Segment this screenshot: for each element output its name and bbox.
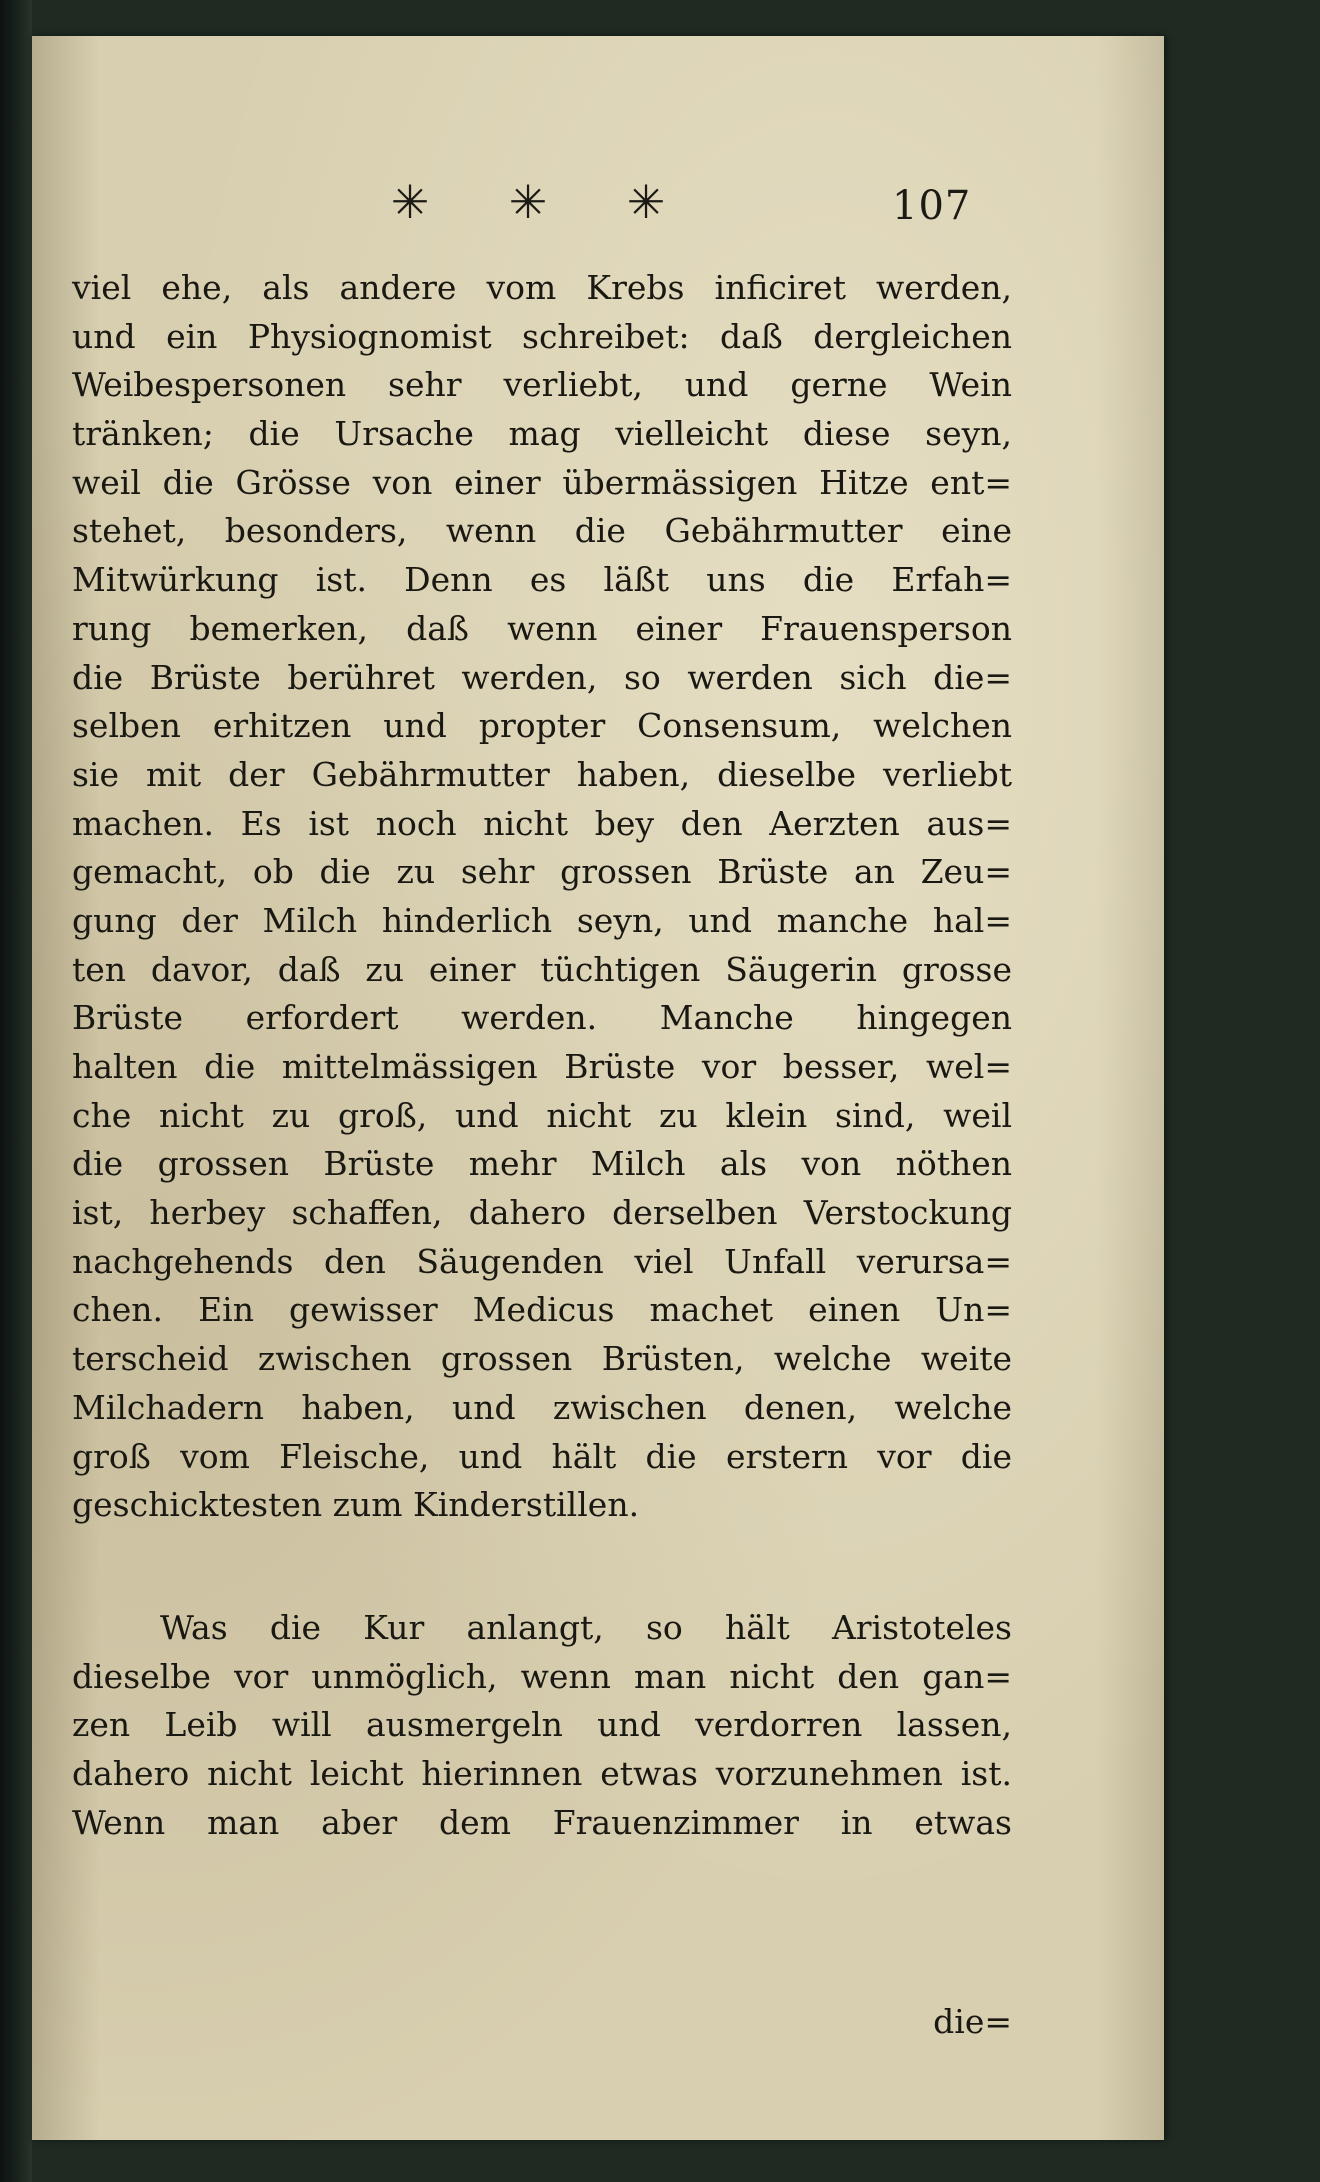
page-number: 107 xyxy=(892,183,972,229)
text-line: gung der Milch hinderlich seyn, und manche hal= xyxy=(72,900,1012,940)
asterisk-ornament-icon: ✳ xyxy=(508,175,548,229)
text-line: Wenn man aber dem Frauenzimmer in etwas xyxy=(72,1802,1012,1842)
body-text xyxy=(72,264,1012,1847)
asterisk-ornament-icon: ✳ xyxy=(390,175,430,229)
text-line: sie mit der Gebährmutter haben, dieselbe verliebt xyxy=(72,754,1012,794)
text-line: dahero nicht leicht hierinnen etwas vorzunehmen ist. xyxy=(72,1753,1012,1793)
text-line: dieselbe vor unmöglich, wenn man nicht den gan= xyxy=(72,1656,1012,1696)
text-line: geschicktesten zum Kinderstillen. xyxy=(72,1485,640,1525)
text-line: die Brüste berühret werden, so werden sich die= xyxy=(72,657,1012,697)
text-line: terscheid zwischen grossen Brüsten, welche weite xyxy=(72,1339,1012,1379)
text-line: ist, herbey schaffen, dahero derselben Verstockung xyxy=(72,1193,1012,1233)
text-line: Was die Kur anlangt, so hält Aristoteles xyxy=(160,1607,1012,1647)
asterisk-ornament-icon: ✳ xyxy=(626,175,666,229)
text-line: die grossen Brüste mehr Milch als von nöthen xyxy=(72,1144,1012,1184)
text-line: weil die Grösse von einer übermässigen Hitze ent= xyxy=(72,462,1012,502)
book-spine xyxy=(0,0,32,2182)
text-line: machen. Es ist noch nicht bey den Aerzten aus= xyxy=(72,803,1012,843)
paragraph xyxy=(72,1604,1012,1847)
text-line: gemacht, ob die zu sehr grossen Brüste an Zeu= xyxy=(72,852,1012,892)
text-line: stehet, besonders, wenn die Gebährmutter eine xyxy=(72,511,1012,551)
text-line: halten die mittelmässigen Brüste vor besser, wel= xyxy=(72,1047,1012,1086)
book-page xyxy=(32,36,1164,2140)
text-line: tränken; die Ursache mag vielleicht diese seyn, xyxy=(72,414,1012,454)
catchword: die= xyxy=(933,2002,1012,2041)
text-line: chen. Ein gewisser Medicus machet einen Un= xyxy=(72,1290,1012,1330)
text-line: nachgehends den Säugenden viel Unfall verursa= xyxy=(72,1241,1012,1281)
text-line: rung bemerken, daß wenn einer Frauensperson xyxy=(72,608,1012,648)
text-line: groß vom Fleische, und hält die erstern vor die xyxy=(72,1436,1012,1476)
ornament-row xyxy=(382,174,702,234)
text-line: Brüste erfordert werden. Manche hingegen xyxy=(72,998,1012,1038)
paragraph xyxy=(72,264,1012,1530)
paragraph-gap xyxy=(72,1530,1012,1604)
text-line: zen Leib will ausmergeln und verdorren lassen, xyxy=(72,1705,1012,1745)
text-line: Milchadern haben, und zwischen denen, welche xyxy=(72,1387,1012,1427)
text-line: viel ehe, als andere vom Krebs inficiret werden, xyxy=(72,268,1012,307)
text-line: Mitwürkung ist. Denn es läßt uns die Erfah= xyxy=(72,560,1012,600)
text-line: und ein Physiognomist schreibet: daß dergleichen xyxy=(72,316,1012,356)
page-header xyxy=(32,174,1164,234)
text-line: che nicht zu groß, und nicht zu klein sind, weil xyxy=(72,1095,1012,1135)
text-line: selben erhitzen und propter Consensum, welchen xyxy=(72,706,1012,746)
text-line: ten davor, daß zu einer tüchtigen Säugerin grosse xyxy=(72,949,1012,989)
text-line: Weibespersonen sehr verliebt, und gerne Wein xyxy=(72,365,1012,405)
